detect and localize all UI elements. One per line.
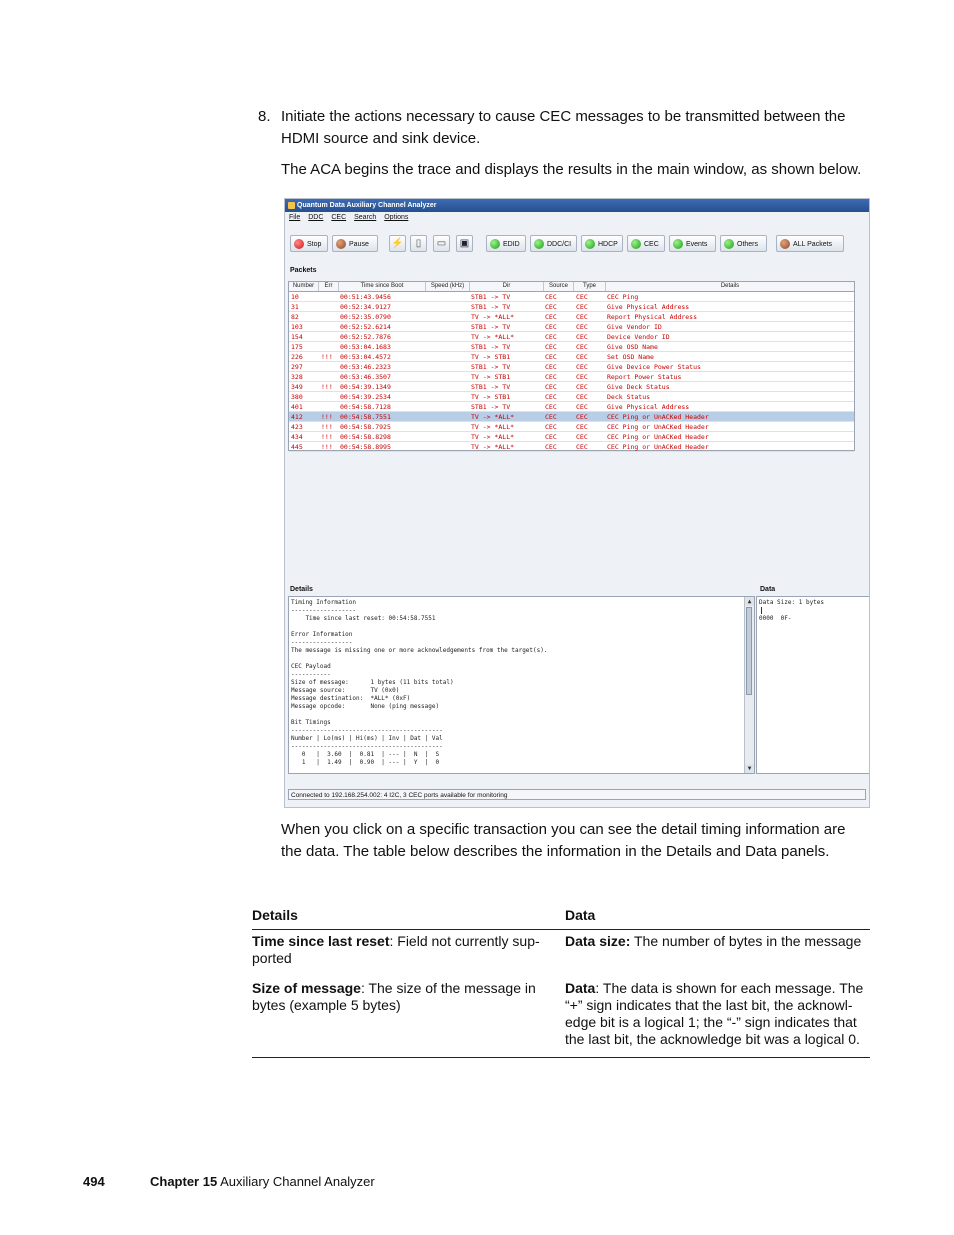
cell-time: 00:53:46.2323 — [340, 363, 391, 371]
cell-details: Give Deck Status — [607, 383, 670, 391]
menu-cec[interactable]: CEC — [331, 214, 347, 221]
details-label: Details — [290, 586, 313, 593]
stop-button[interactable] — [290, 235, 328, 252]
table-cell-r1c2 — [565, 933, 870, 950]
menu-search[interactable]: Search — [354, 214, 377, 221]
cec-label: CEC — [644, 241, 659, 248]
r2c2-line3: edge bit is a logical 1; the “-” sign indicates that — [565, 1014, 857, 1030]
r1c1-line2: ported — [252, 950, 292, 966]
cell-dir: STB1 -> TV — [471, 383, 511, 391]
cell-details: CEC Ping or UnACKed Header — [607, 413, 709, 421]
window-title: Quantum Data Auxiliary Channel Analyzer — [297, 202, 437, 209]
scroll-up-icon[interactable]: ▲ — [745, 597, 754, 606]
details-line: Message source: TV (0x0) — [291, 687, 400, 694]
hdcp-button[interactable] — [581, 235, 623, 252]
edid-label: EDID — [503, 241, 520, 248]
details-line: Size of message: 1 bytes (11 bits total) — [291, 679, 454, 686]
cell-dir: TV -> *ALL* — [471, 333, 515, 341]
cell-src: CEC — [545, 323, 557, 331]
cell-src: CEC — [545, 333, 557, 341]
cell-details: Set OSD Name — [607, 353, 654, 361]
cell-time: 00:53:46.3507 — [340, 373, 391, 381]
window-titlebar — [285, 199, 869, 212]
edid-button[interactable] — [486, 235, 526, 252]
cell-src: CEC — [545, 303, 557, 311]
menu-file[interactable]: File — [289, 214, 301, 221]
hdcp-icon — [585, 239, 595, 249]
cell-num: 434 — [291, 433, 303, 441]
cell-num: 10 — [291, 293, 299, 301]
cell-dir: TV -> STB1 — [471, 373, 511, 381]
cell-type: CEC — [576, 373, 588, 381]
cell-details: Give Device Power Status — [607, 363, 701, 371]
cell-dir: STB1 -> TV — [471, 363, 511, 371]
save-icon[interactable]: ▣ — [456, 235, 473, 252]
cell-details: Report Physical Address — [607, 313, 698, 321]
others-icon — [724, 239, 734, 249]
col-dir[interactable]: Dir — [470, 282, 544, 291]
cell-type: CEC — [576, 343, 588, 351]
cell-dir: TV -> STB1 — [471, 353, 511, 361]
table-row[interactable] — [289, 382, 854, 392]
table-row[interactable] — [289, 392, 854, 402]
table-row[interactable] — [289, 352, 854, 362]
cell-details: Give Vendor ID — [607, 323, 662, 331]
details-line: ------------------------------------------ — [291, 743, 443, 750]
aca-screenshot — [284, 198, 870, 808]
cell-err: !!! — [321, 423, 333, 431]
ddcci-icon — [534, 239, 544, 249]
page-number: 494 — [83, 1174, 105, 1189]
table-header-data: Data — [565, 907, 596, 923]
cell-type: CEC — [576, 393, 588, 401]
r1c1-line1: : Field not currently sup- — [389, 933, 540, 949]
cell-dir: TV -> *ALL* — [471, 433, 515, 441]
pause-label: Pause — [349, 241, 369, 248]
cell-time: 00:54:58.7128 — [340, 403, 391, 411]
details-line: The message is missing one or more acknowledgements from the target(s). — [291, 647, 548, 654]
cell-src: CEC — [545, 353, 557, 361]
cell-time: 00:53:04.1683 — [340, 343, 391, 351]
cell-src: CEC — [545, 383, 557, 391]
cell-num: 103 — [291, 323, 303, 331]
cell-details: Device Vendor ID — [607, 333, 670, 341]
cell-num: 175 — [291, 343, 303, 351]
table-row[interactable] — [289, 422, 854, 432]
after-line-1: When you click on a specific transaction you can see the detail timing information are — [281, 821, 846, 838]
hdcp-label: HDCP — [598, 241, 618, 248]
details-line: ----------------- — [291, 639, 353, 646]
cell-type: CEC — [576, 383, 588, 391]
col-err[interactable]: Err — [319, 282, 339, 291]
ddcci-button[interactable] — [530, 235, 577, 252]
step-line-1: Initiate the actions necessary to cause CEC messages to be transmitted between the — [281, 108, 846, 125]
step-number: 8. — [258, 108, 271, 125]
step-note: The ACA begins the trace and displays the results in the main window, as shown below. — [281, 161, 862, 178]
cell-num: 401 — [291, 403, 303, 411]
events-icon — [673, 239, 683, 249]
table-row[interactable] — [289, 312, 854, 322]
cell-err: !!! — [321, 413, 333, 421]
table-row[interactable] — [289, 402, 854, 412]
table-header-rule — [252, 929, 870, 930]
cell-num: 82 — [291, 313, 299, 321]
new-file-icon[interactable]: ▯ — [410, 235, 427, 252]
chapter-title: Auxiliary Channel Analyzer — [220, 1174, 375, 1189]
details-line: 1 | 1.49 | 0.90 | --- | Y | 0 — [291, 759, 440, 766]
cell-src: CEC — [545, 393, 557, 401]
table-cell-r1c1 — [252, 933, 552, 967]
col-time[interactable]: Time since Boot — [339, 282, 426, 291]
cell-time: 00:54:58.7551 — [340, 413, 391, 421]
cell-details: Give Physical Address — [607, 403, 690, 411]
cell-src: CEC — [545, 343, 557, 351]
ddcci-label: DDC/CI — [547, 241, 572, 248]
all-packets-label: ALL Packets — [793, 241, 833, 248]
cell-type: CEC — [576, 423, 588, 431]
cec-icon — [631, 239, 641, 249]
cell-time: 00:52:52.7876 — [340, 333, 391, 341]
app-icon — [288, 202, 295, 209]
cell-time: 00:53:04.4572 — [340, 353, 391, 361]
table-row[interactable] — [289, 332, 854, 342]
col-details[interactable]: Details — [720, 283, 740, 289]
menu-bar — [285, 212, 869, 224]
table-header-details: Details — [252, 907, 298, 923]
details-line: Timing Information — [291, 599, 357, 606]
cell-src: CEC — [545, 443, 557, 451]
menu-options[interactable]: Options — [384, 214, 409, 221]
details-line: CEC Payload — [291, 663, 331, 670]
data-row: 0000 0F- — [759, 615, 792, 622]
cell-type: CEC — [576, 323, 588, 331]
details-line: Number | Lo(ms) | Hi(ms) | Inv | Dat | Val — [291, 735, 443, 742]
cell-num: 445 — [291, 443, 303, 451]
cell-num: 380 — [291, 393, 303, 401]
table-row[interactable] — [289, 322, 854, 332]
running-footer — [150, 1174, 375, 1189]
r2c1-line1: : The size of the message in — [360, 980, 536, 996]
cell-type: CEC — [576, 403, 588, 411]
pause-button[interactable] — [332, 235, 378, 252]
cell-type: CEC — [576, 303, 588, 311]
r1c2-term: Data size: — [565, 933, 631, 949]
cell-src: CEC — [545, 313, 557, 321]
details-line: 0 | 3.60 | 0.81 | --- | N | S — [291, 751, 440, 758]
packets-table — [288, 281, 855, 451]
cell-num: 328 — [291, 373, 303, 381]
others-button[interactable] — [720, 235, 767, 252]
scroll-thumb[interactable] — [746, 607, 752, 695]
table-row[interactable] — [289, 302, 854, 312]
cell-num: 423 — [291, 423, 303, 431]
details-line: ----------- — [291, 671, 331, 678]
cell-dir: STB1 -> TV — [471, 403, 511, 411]
cell-details: Give OSD Name — [607, 343, 658, 351]
cell-err: !!! — [321, 353, 333, 361]
chapter-number: Chapter 15 — [150, 1174, 218, 1189]
col-number[interactable]: Number — [289, 282, 319, 291]
details-line: ------------------ — [291, 607, 357, 614]
details-line: Message opcode: None (ping message) — [291, 703, 440, 710]
cell-dir: STB1 -> TV — [471, 303, 511, 311]
menu-ddc[interactable]: DDC — [308, 214, 324, 221]
cell-type: CEC — [576, 313, 588, 321]
cell-dir: TV -> *ALL* — [471, 423, 515, 431]
cell-time: 00:52:52.6214 — [340, 323, 391, 331]
data-label: Data — [760, 586, 776, 593]
cell-num: 297 — [291, 363, 303, 371]
cell-dir: TV -> *ALL* — [471, 443, 515, 451]
details-line: ------------------------------------------ — [291, 727, 443, 734]
col-source[interactable]: Source — [544, 282, 574, 291]
cell-type: CEC — [576, 333, 588, 341]
cell-details: CEC Ping or UnACKed Header — [607, 423, 709, 431]
r2c2-line1: : The data is shown for each message. The — [595, 980, 864, 996]
table-cell-r2c1 — [252, 980, 552, 1014]
r2c2-term: Data — [565, 980, 596, 996]
cell-src: CEC — [545, 363, 557, 371]
trigger-icon[interactable]: ⚡ — [389, 235, 406, 252]
cell-dir: TV -> *ALL* — [471, 313, 515, 321]
r1c1-term: Time since last reset — [252, 933, 390, 949]
cell-details: Give Physical Address — [607, 303, 690, 311]
r1c2-line1: The number of bytes in the message — [630, 933, 862, 949]
cell-dir: TV -> STB1 — [471, 393, 511, 401]
data-panel — [756, 596, 870, 774]
data-size: Data Size: 1 bytes — [759, 599, 825, 606]
table-row[interactable] — [289, 412, 854, 422]
r2c1-line2: bytes (example 5 bytes) — [252, 997, 401, 1013]
cell-details: Report Power Status — [607, 373, 682, 381]
table-row[interactable] — [289, 342, 854, 352]
details-line: Bit Timings — [291, 719, 331, 726]
cell-src: CEC — [545, 413, 557, 421]
table-cell-r2c2 — [565, 980, 870, 1048]
cell-type: CEC — [576, 443, 588, 451]
events-button[interactable] — [669, 235, 716, 252]
pause-icon — [336, 239, 346, 249]
table-row[interactable] — [289, 362, 854, 372]
cell-num: 349 — [291, 383, 303, 391]
cell-type: CEC — [576, 353, 588, 361]
cell-src: CEC — [545, 423, 557, 431]
all-packets-button[interactable] — [776, 235, 844, 252]
col-speed[interactable]: Speed (kHz) — [426, 282, 470, 291]
cell-dir: STB1 -> TV — [471, 343, 511, 351]
cell-dir: STB1 -> TV — [471, 323, 511, 331]
open-folder-icon[interactable]: ▭ — [433, 235, 450, 252]
cell-dir: TV -> *ALL* — [471, 413, 515, 421]
details-panel — [288, 596, 755, 774]
others-label: Others — [737, 241, 759, 248]
details-line: Message destination: *ALL* (0xF) — [291, 695, 411, 702]
cell-num: 154 — [291, 333, 303, 341]
cell-src: CEC — [545, 373, 557, 381]
table-row[interactable] — [289, 292, 854, 302]
status-bar: Connected to 192.168.254.002: 4 I2C, 3 CEC ports available for monitoring — [288, 789, 866, 800]
cell-err: !!! — [321, 433, 333, 441]
events-label: Events — [686, 241, 708, 248]
edid-icon — [490, 239, 500, 249]
col-type[interactable]: Type — [574, 282, 606, 291]
text-cursor — [761, 607, 762, 614]
stop-label: Stop — [307, 241, 322, 248]
stop-icon — [294, 239, 304, 249]
table-bottom-rule — [252, 1057, 870, 1058]
cell-num: 226 — [291, 353, 303, 361]
all-packets-icon — [780, 239, 790, 249]
cec-button[interactable] — [627, 235, 665, 252]
cell-details: CEC Ping — [607, 293, 639, 301]
cell-time: 00:51:43.9456 — [340, 293, 391, 301]
table-row[interactable] — [289, 432, 854, 442]
r2c1-term: Size of message — [252, 980, 361, 996]
cell-time: 00:54:58.7925 — [340, 423, 391, 431]
packets-label: Packets — [290, 267, 317, 274]
cell-details: Deck Status — [607, 393, 651, 401]
cell-details: CEC Ping or UnACKed Header — [607, 443, 709, 451]
cell-type: CEC — [576, 293, 588, 301]
cell-time: 00:54:39.2534 — [340, 393, 391, 401]
after-line-2: the data. The table below describes the information in the Details and Data panels. — [281, 843, 830, 860]
cell-dir: STB1 -> TV — [471, 293, 511, 301]
cell-src: CEC — [545, 403, 557, 411]
r2c2-line4: the last bit, the acknowledge bit was a logical 0. — [565, 1031, 860, 1047]
r2c2-line2: “+” sign indicates that the last bit, the acknowl- — [565, 997, 853, 1013]
cell-src: CEC — [545, 433, 557, 441]
details-line: Time since last reset: 00:54:58.7551 — [291, 615, 436, 622]
cell-type: CEC — [576, 363, 588, 371]
cell-time: 00:54:58.8298 — [340, 433, 391, 441]
table-row[interactable] — [289, 442, 854, 452]
cell-type: CEC — [576, 413, 588, 421]
cell-time: 00:52:35.0790 — [340, 313, 391, 321]
cell-details: CEC Ping or UnACKed Header — [607, 433, 709, 441]
cell-time: 00:54:58.8995 — [340, 443, 391, 451]
cell-err: !!! — [321, 443, 333, 451]
cell-time: 00:52:34.9127 — [340, 303, 391, 311]
packets-header — [289, 282, 854, 292]
cell-num: 31 — [291, 303, 299, 311]
cell-err: !!! — [321, 383, 333, 391]
table-row[interactable] — [289, 372, 854, 382]
details-scrollbar[interactable] — [744, 597, 754, 773]
cell-type: CEC — [576, 433, 588, 441]
toolbar — [285, 235, 869, 255]
cell-src: CEC — [545, 293, 557, 301]
cell-num: 412 — [291, 413, 303, 421]
details-line: Error Information — [291, 631, 353, 638]
cell-time: 00:54:39.1349 — [340, 383, 391, 391]
scroll-down-icon[interactable]: ▼ — [745, 764, 754, 773]
step-line-2: HDMI source and sink device. — [281, 130, 481, 147]
